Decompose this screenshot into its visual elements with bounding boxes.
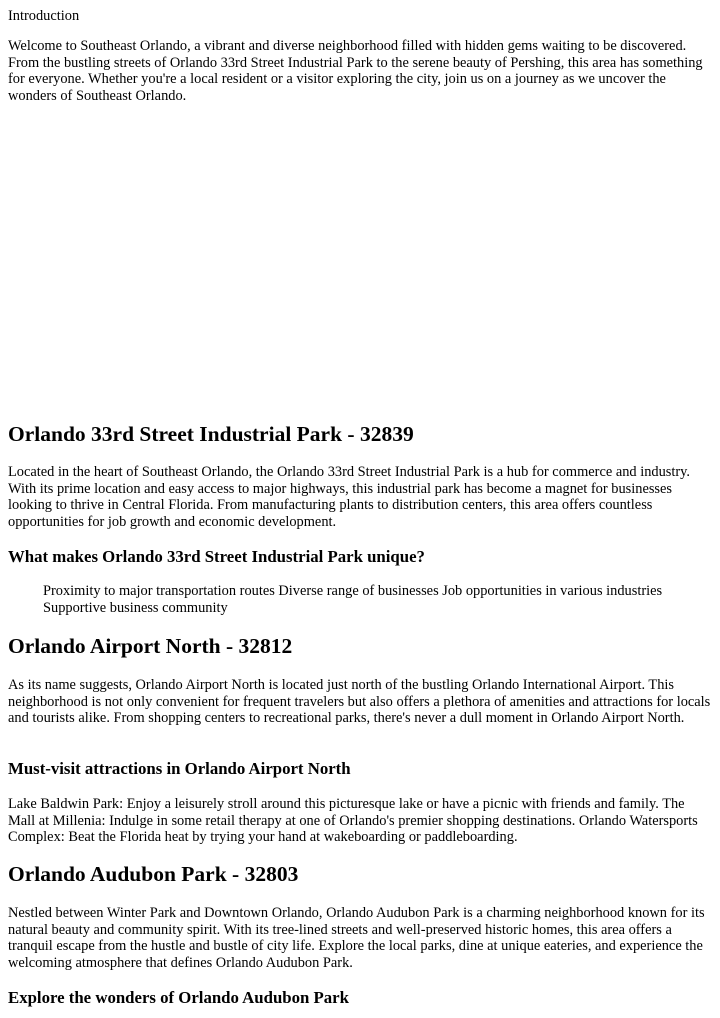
- attractions-paragraph-airport-north: Lake Baldwin Park: Enjoy a leisurely stroll around this picturesque lake or have a picnic with friends and family. The Mall at Millenia: Indulge in some retail therapy at one of Orlando's premier shopping destinations. Orlando Watersports Complex: Beat the Florida heat by trying your hand at wakeboarding or paddleboarding.: [8, 796, 698, 846]
- feature-list-industrial-park: Proximity to major transportation routes Diverse range of businesses Job opportunities in various industries Supportive business community: [43, 583, 663, 616]
- section-heading-airport-north: Orlando Airport North - 32812: [8, 634, 293, 658]
- subheading-airport-north: Must-visit attractions in Orlando Airport North: [8, 759, 351, 778]
- section-heading-industrial-park: Orlando 33rd Street Industrial Park - 32839: [8, 422, 414, 446]
- section-paragraph-audubon-park: Nestled between Winter Park and Downtown Orlando, Orlando Audubon Park is a charming neighborhood known for its natural beauty and community spirit. With its tree-lined streets and well-preserved historic homes, this area offers a tranquil escape from the hustle and bustle of city life. Explore the local parks, dine at unique eateries, and experience the welcoming atmosphere that defines Orlando Audubon Park.: [8, 905, 705, 971]
- section-heading-audubon-park: Orlando Audubon Park - 32803: [8, 862, 299, 886]
- section-paragraph-airport-north: As its name suggests, Orlando Airport North is located just north of the bustling Orlando International Airport. This neighborhood is not only convenient for frequent travelers but also offers a plethora of amenities and attractions for locals and tourists alike. From shopping centers to recreational parks, there's never a dull moment in Orlando Airport North.: [8, 677, 711, 727]
- subheading-industrial-park: What makes Orlando 33rd Street Industrial Park unique?: [8, 547, 425, 566]
- intro-paragraph: Welcome to Southeast Orlando, a vibrant and diverse neighborhood filled with hidden gems waiting to be discovered. From the bustling streets of Orlando 33rd Street Industrial Park to the serene beauty of Pershing, this area has something for everyone. Whether you're a local resident or a visitor exploring the city, join us on a journey as we uncover the wonders of Southeast Orlando.: [8, 38, 703, 104]
- intro-label: Introduction: [8, 8, 80, 24]
- subheading-audubon-park: Explore the wonders of Orlando Audubon Park: [8, 988, 349, 1007]
- section-paragraph-industrial-park: Located in the heart of Southeast Orlando, the Orlando 33rd Street Industrial Park is a hub for commerce and industry. With its prime location and easy access to major highways, this industrial park has become a magnet for businesses looking to thrive in Central Florida. From manufacturing plants to distribution centers, this area offers countless opportunities for job growth and economic development.: [8, 464, 691, 530]
